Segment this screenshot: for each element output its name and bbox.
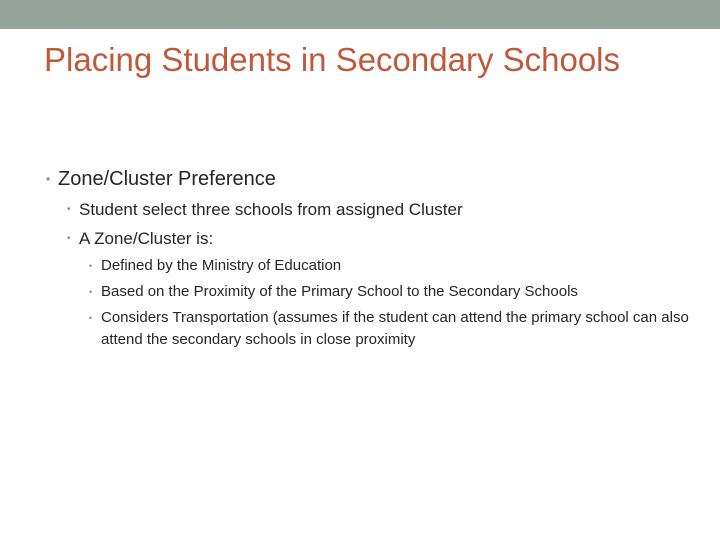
bullet-item-level1: [46, 166, 276, 192]
slide-title: Placing Students in Secondary Schools: [44, 41, 621, 78]
bullet-icon: •: [89, 261, 93, 271]
top-accent-bar: [0, 0, 720, 29]
bullet-icon: •: [67, 204, 71, 215]
bullet-icon: •: [46, 172, 51, 186]
bullet-text: Defined by the Ministry of Education: [101, 257, 342, 274]
bullet-icon: •: [67, 233, 71, 244]
bullet-item-level2: [67, 199, 463, 221]
bullet-icon: •: [89, 287, 93, 297]
bullet-text: Zone/Cluster Preference: [58, 168, 276, 190]
bullet-text: Considers Transportation (assumes if the student can attend the primary school can also attend the secondary schools in close proximity: [101, 309, 689, 348]
bullet-item-level3: [89, 307, 689, 351]
bullet-text: Student select three schools from assigned Cluster: [79, 200, 463, 219]
bullet-item-level3: [89, 281, 578, 303]
bullet-icon: •: [89, 313, 93, 323]
bullet-text: Based on the Proximity of the Primary School to the Secondary Schools: [101, 283, 578, 300]
bullet-item-level2: [67, 228, 213, 250]
bullet-text: A Zone/Cluster is:: [79, 229, 214, 248]
bullet-item-level3: [89, 255, 341, 277]
